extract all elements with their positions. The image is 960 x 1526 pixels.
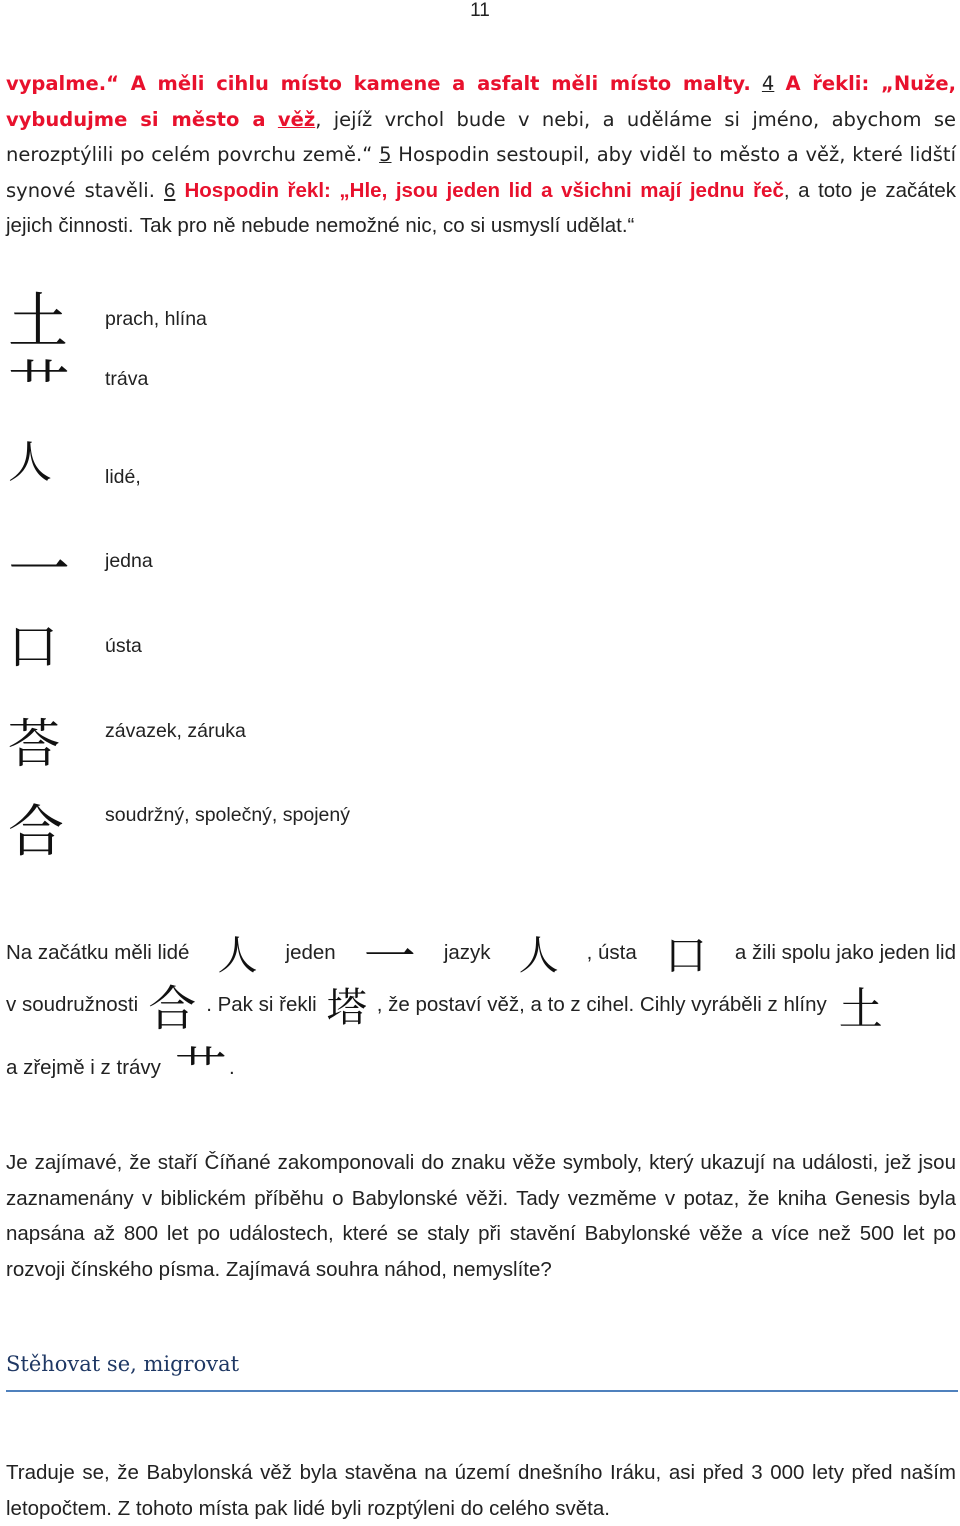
verse-4-red: A řekli: „Nuže, vybudujme si město a xyxy=(6,72,957,131)
story-line-3 xyxy=(6,1030,956,1105)
glossary-meaning: ústa xyxy=(105,635,142,657)
mouth-char-icon: 口 xyxy=(8,618,58,676)
page-number: 11 xyxy=(470,0,490,21)
tower-char-icon: 塔 xyxy=(326,985,367,1031)
glossary-row xyxy=(0,353,960,426)
grass-char-icon: 艹 xyxy=(8,353,71,426)
glossary-meaning: jedna xyxy=(105,550,153,572)
verse-3-end: vypalme.“ A měli cihlu místo kamene a asfalt měli místo malty. xyxy=(6,72,751,95)
verse-5-number: 5 xyxy=(379,143,392,166)
story-text: , ústa xyxy=(586,940,637,964)
glossary-row xyxy=(0,530,960,606)
heading-underline xyxy=(6,1390,958,1392)
glossary-meaning: soudržný, společný, spojený xyxy=(105,804,350,826)
earth-char-icon: 土 xyxy=(838,983,883,1035)
section-heading: Stěhovat se, migrovat xyxy=(6,1352,240,1376)
glossary-meaning: lidé, xyxy=(105,466,141,488)
glossary-meaning: závazek, záruka xyxy=(105,720,246,742)
story-text: jazyk xyxy=(443,940,491,964)
verse-6-red: Hospodin řekl: „Hle, jsou jeden lid a všichni mají jednu řeč xyxy=(184,178,784,202)
glossary-meaning: tráva xyxy=(105,368,149,390)
bible-verse-block xyxy=(6,66,956,244)
grass-char-icon: 艹 xyxy=(174,1043,227,1103)
story-text: . xyxy=(228,1055,235,1079)
story-text: , že postaví věž, a to z cihel. Cihly vyráběli z hlíny xyxy=(376,992,827,1016)
verse-4-rest: , jejíž vrchol bude v nebi, a uděláme si jméno, abychom se nerozptýlili po celém povrchu země.“ xyxy=(6,107,956,166)
unite-char-icon: 合 xyxy=(148,981,197,1037)
mouth-char-icon: 口 xyxy=(664,930,707,980)
one-char-icon: 一 xyxy=(8,533,71,606)
answer-char-icon: 荅 xyxy=(8,715,61,775)
unite-char-icon: 合 xyxy=(8,800,64,865)
glossary-row xyxy=(0,430,960,490)
glossary-row xyxy=(0,792,960,865)
section-paragraph: Traduje se, že Babylonská věž byla stavěna na území dnešního Iráku, asi před 3 000 lety před naším letopočtem. Z tohoto místa pak lidé byli rozptýleni do celého světa. xyxy=(6,1461,956,1520)
verse-6-rest-b: Tak pro ně nebude nemožné nic, co si usmyslí udělat.“ xyxy=(139,214,635,237)
verse-4-number: 4 xyxy=(761,72,775,95)
person-char-icon: 人 xyxy=(8,437,52,488)
story-text: Na začátku měli lidé xyxy=(6,940,190,964)
glossary-meaning: prach, hlína xyxy=(105,308,207,330)
verse-6-rest-a: , a toto je začátek jejich činnosti. xyxy=(6,178,956,237)
story-line-2 xyxy=(6,970,956,1039)
earth-char-icon: 土 xyxy=(8,287,68,357)
story-text: . Pak si řekli xyxy=(206,992,317,1016)
glossary-row xyxy=(0,615,960,675)
story-text: a žili spolu jako jeden lid xyxy=(734,940,956,964)
glossary-row xyxy=(0,708,960,775)
person-char-icon: 人 xyxy=(518,933,559,979)
story-text: v soudružnosti xyxy=(6,992,139,1016)
commentary-paragraph: Je zajímavé, že staří Číňané zakomponovali do znaku věže symboly, který ukazují na události, jež jsou zaznamenány v biblickém příběhu o Babylonské věži. Tady vezměme v potaz, že kniha Genesis byla napsána až 800 let po událostech, které se staly při stavění Babylonské věže a více než 500 let po rozvoji čínského písma. Zajímavá souhra náhod, nemyslíte? xyxy=(6,1151,956,1281)
person-char-icon: 人 xyxy=(217,933,258,979)
verse-4-tower-word: věž xyxy=(277,107,316,131)
verse-5-text: Hospodin sestoupil, aby viděl to město a věž, které lidští synové stavěli. xyxy=(6,143,956,202)
story-text: a zřejmě i z trávy xyxy=(6,1055,161,1079)
one-char-icon: 一 xyxy=(363,928,416,988)
verse-6-number: 6 xyxy=(164,178,176,202)
story-text: jeden xyxy=(285,940,336,964)
glossary-row xyxy=(0,280,960,357)
